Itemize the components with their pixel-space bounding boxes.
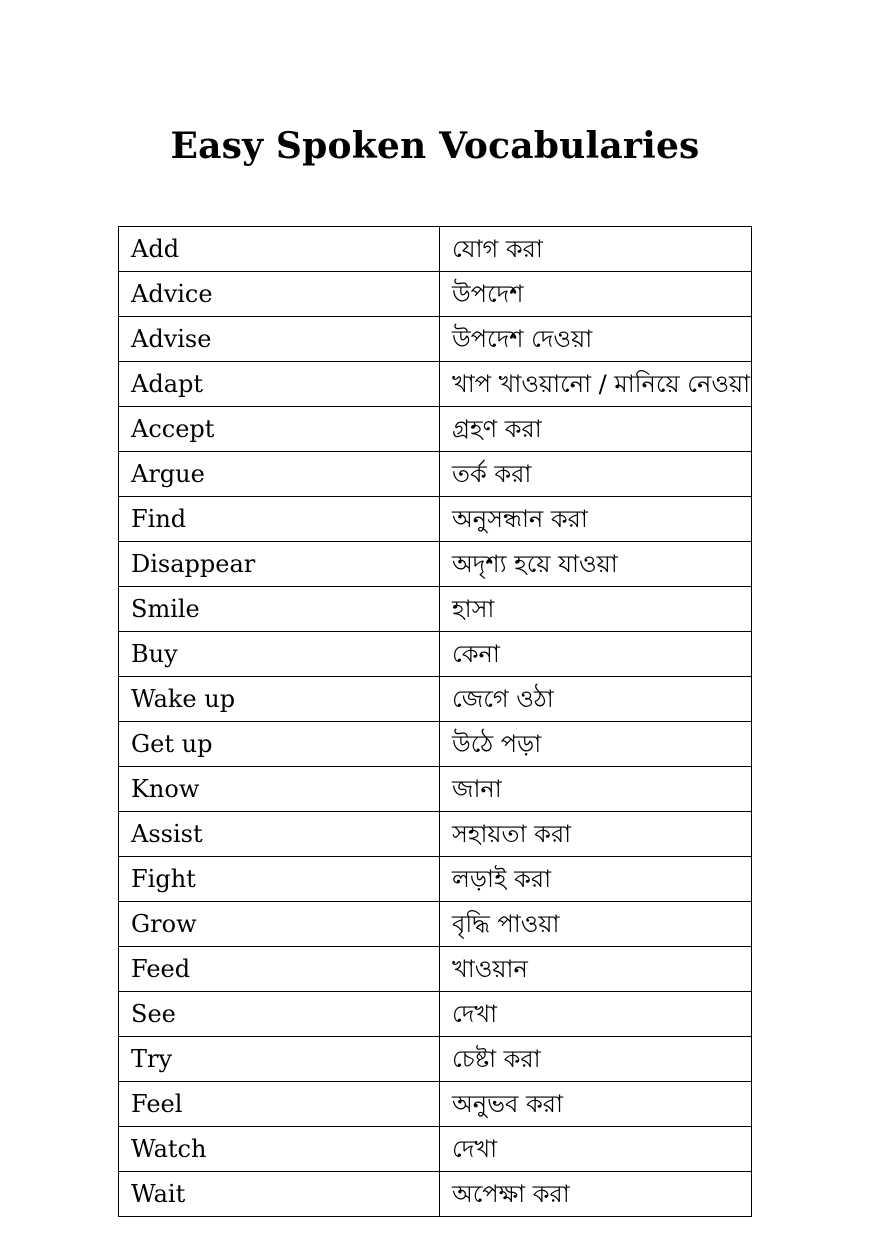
table-row — [119, 767, 752, 812]
english-word: Try — [119, 1037, 440, 1082]
table-row — [119, 1037, 752, 1082]
english-word: Get up — [119, 722, 440, 767]
bengali-meaning: অনুসন্ধান করা — [440, 497, 752, 542]
table-row — [119, 1127, 752, 1172]
bengali-meaning: অপেক্ষা করা — [440, 1172, 752, 1217]
english-word: Feed — [119, 947, 440, 992]
bengali-meaning: যোগ করা — [440, 227, 752, 272]
english-word: Disappear — [119, 542, 440, 587]
table-row — [119, 407, 752, 452]
english-word: Add — [119, 227, 440, 272]
english-word: Grow — [119, 902, 440, 947]
english-word: Accept — [119, 407, 440, 452]
table-row — [119, 992, 752, 1037]
table-row — [119, 317, 752, 362]
table-row — [119, 857, 752, 902]
bengali-meaning: খাওয়ান — [440, 947, 752, 992]
table-row — [119, 677, 752, 722]
english-word: Wake up — [119, 677, 440, 722]
english-word: Adapt — [119, 362, 440, 407]
english-word: Feel — [119, 1082, 440, 1127]
english-word: Advise — [119, 317, 440, 362]
english-word: Wait — [119, 1172, 440, 1217]
english-word: Argue — [119, 452, 440, 497]
bengali-meaning: উপদেশ দেওয়া — [440, 317, 752, 362]
table-row — [119, 812, 752, 857]
table-row — [119, 362, 752, 407]
table-row — [119, 227, 752, 272]
english-word: See — [119, 992, 440, 1037]
bengali-meaning: জানা — [440, 767, 752, 812]
bengali-meaning: উঠে পড়া — [440, 722, 752, 767]
table-row — [119, 587, 752, 632]
page-title: Easy Spoken Vocabularies — [170, 125, 700, 167]
bengali-meaning: হাসা — [440, 587, 752, 632]
table-row — [119, 722, 752, 767]
bengali-meaning: উপদেশ — [440, 272, 752, 317]
english-word: Know — [119, 767, 440, 812]
english-word: Fight — [119, 857, 440, 902]
bengali-meaning: সহায়তা করা — [440, 812, 752, 857]
bengali-meaning: দেখা — [440, 1127, 752, 1172]
table-row — [119, 1082, 752, 1127]
table-row — [119, 947, 752, 992]
english-word: Watch — [119, 1127, 440, 1172]
bengali-meaning: তর্ক করা — [440, 452, 752, 497]
bengali-meaning: গ্রহণ করা — [440, 407, 752, 452]
bengali-meaning: বৃদ্ধি পাওয়া — [440, 902, 752, 947]
table-row — [119, 1172, 752, 1217]
bengali-meaning: চেষ্টা করা — [440, 1037, 752, 1082]
bengali-meaning: খাপ খাওয়ানো / মানিয়ে নেওয়া — [440, 362, 752, 407]
table-row — [119, 497, 752, 542]
english-word: Assist — [119, 812, 440, 857]
vocabulary-table — [118, 226, 752, 1217]
table-row — [119, 272, 752, 317]
table-row — [119, 452, 752, 497]
table-row — [119, 632, 752, 677]
bengali-meaning: জেগে ওঠা — [440, 677, 752, 722]
english-word: Buy — [119, 632, 440, 677]
bengali-meaning: অনুভব করা — [440, 1082, 752, 1127]
bengali-meaning: দেখা — [440, 992, 752, 1037]
bengali-meaning: অদৃশ্য হয়ে যাওয়া — [440, 542, 752, 587]
english-word: Advice — [119, 272, 440, 317]
bengali-meaning: কেনা — [440, 632, 752, 677]
table-row — [119, 902, 752, 947]
english-word: Find — [119, 497, 440, 542]
bengali-meaning: লড়াই করা — [440, 857, 752, 902]
english-word: Smile — [119, 587, 440, 632]
vocabulary-table-body — [119, 227, 752, 1217]
table-row — [119, 542, 752, 587]
